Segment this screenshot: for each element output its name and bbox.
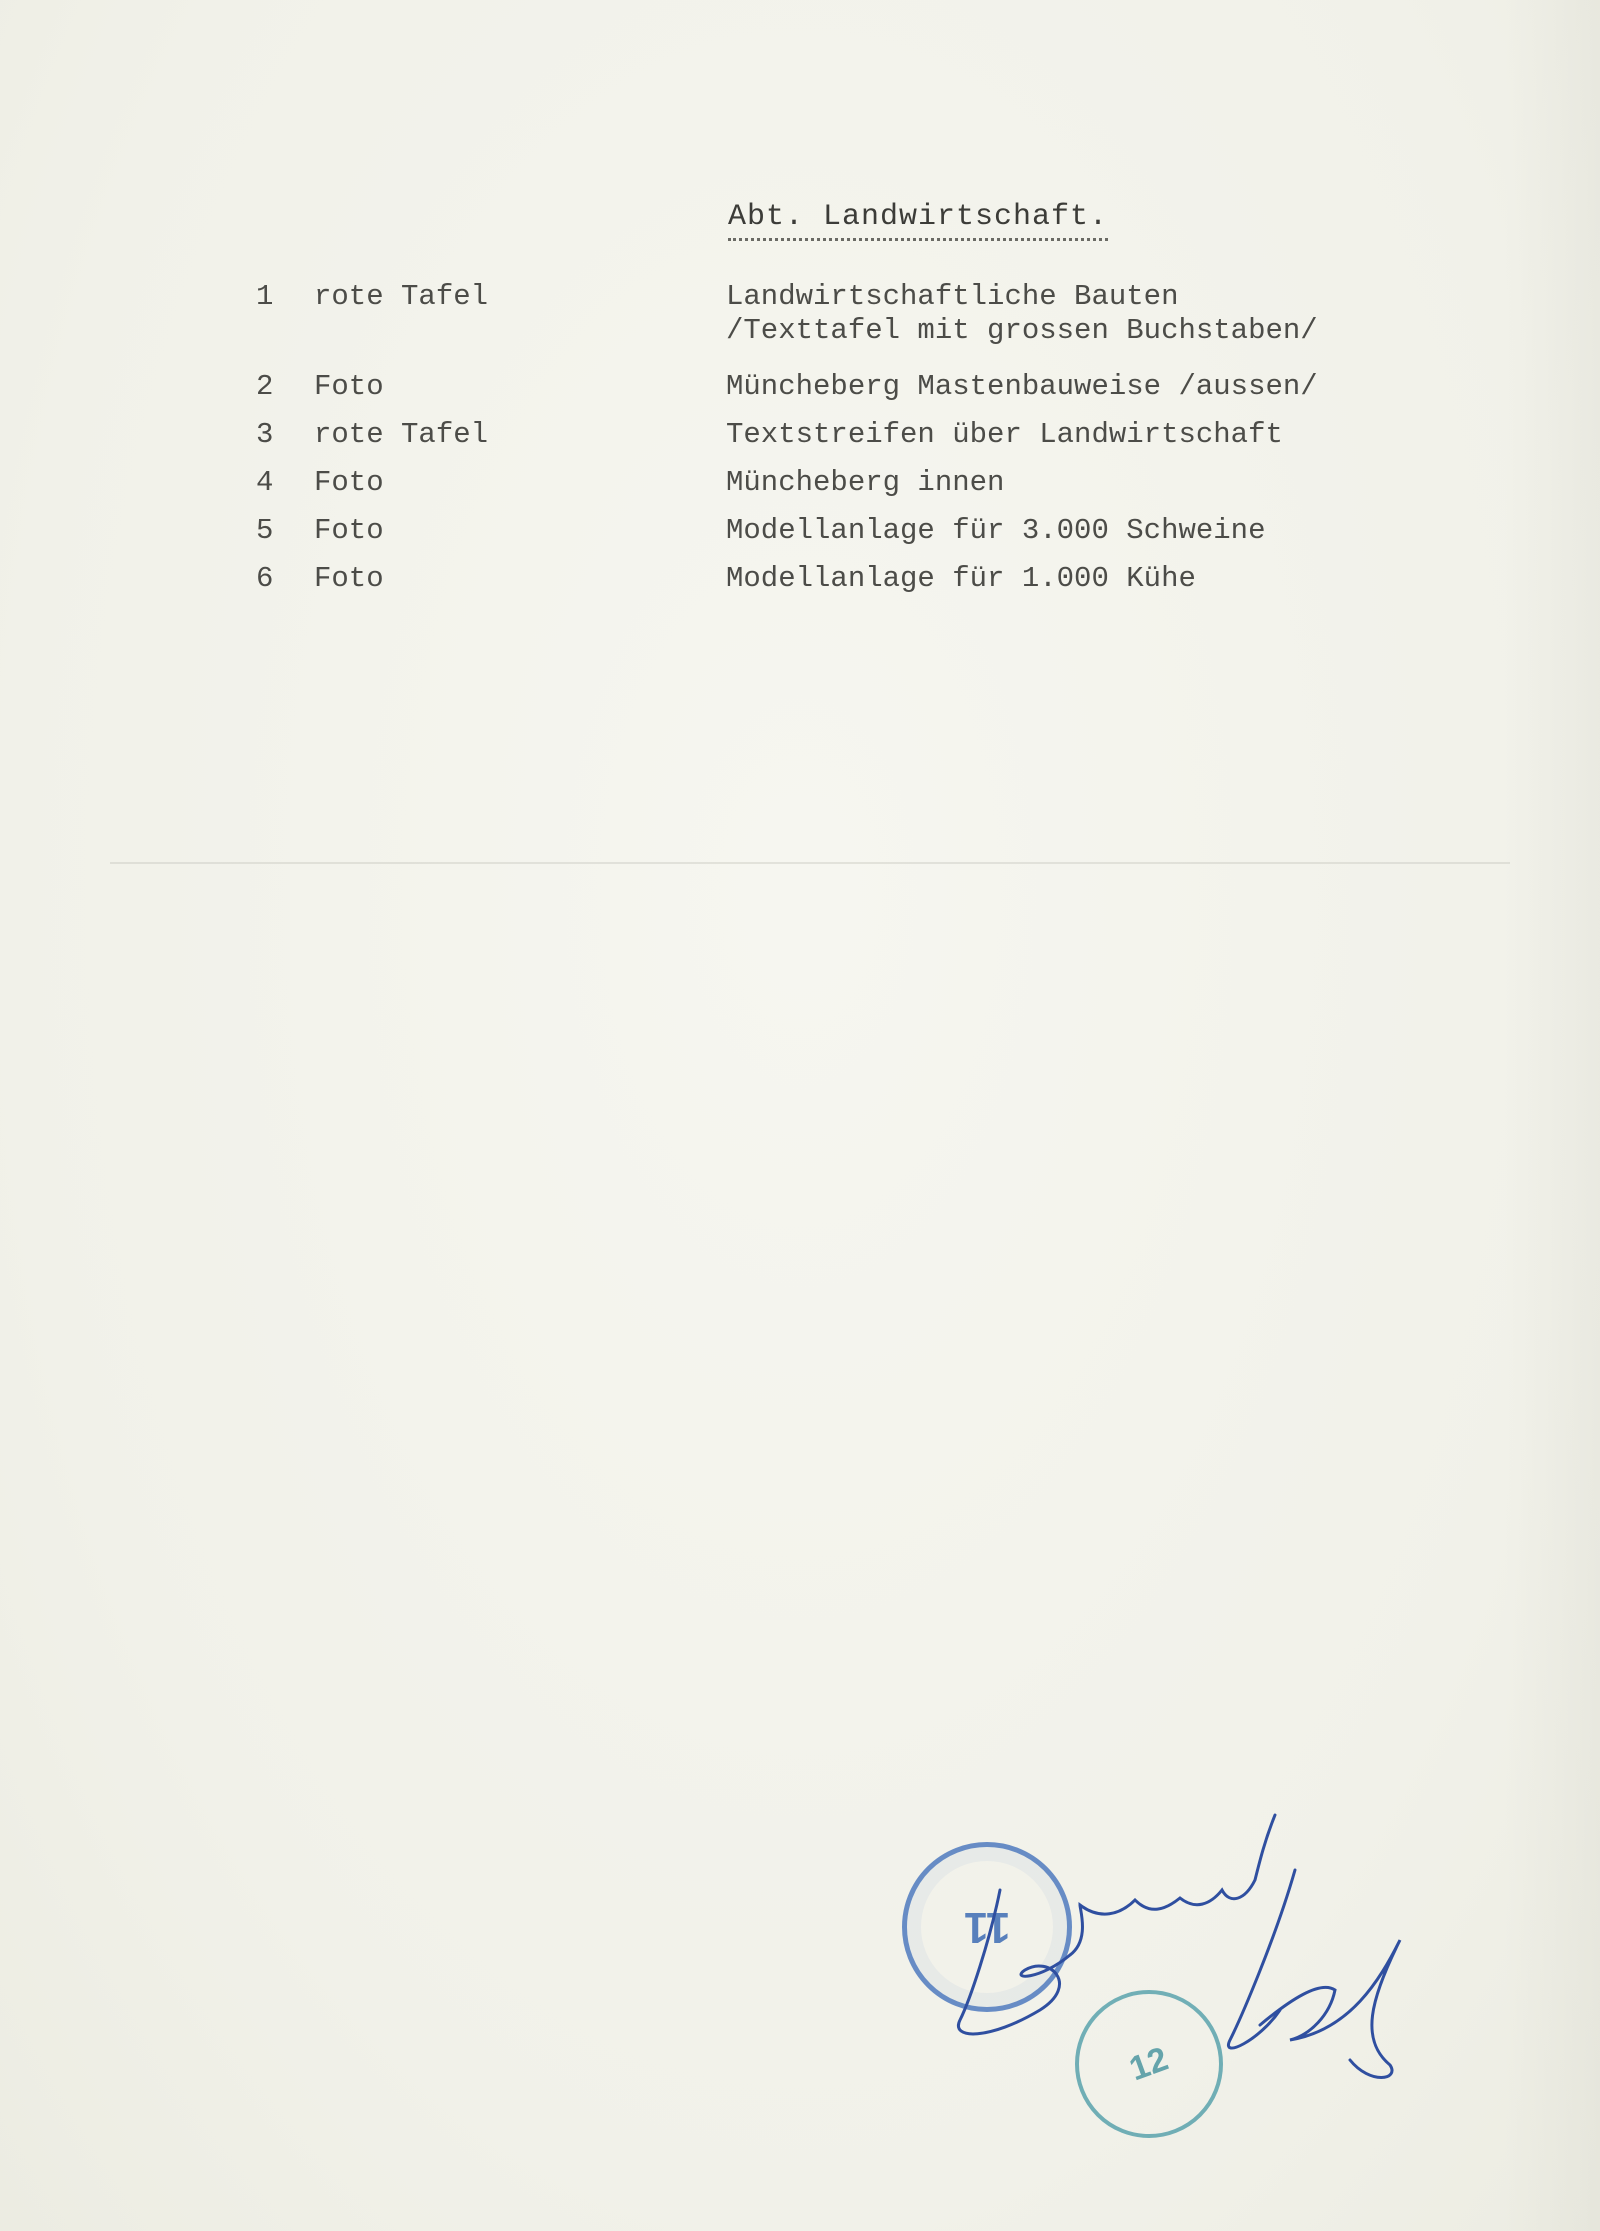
item-number: 6 — [256, 562, 274, 595]
list-item — [256, 280, 1406, 370]
item-description: Landwirtschaftliche Bauten /Texttafel mit grossen Buchstaben/ — [726, 280, 1318, 347]
item-kind: Foto — [314, 514, 384, 547]
item-description: Textstreifen über Landwirtschaft — [726, 418, 1283, 451]
item-number: 2 — [256, 370, 274, 403]
item-description: Modellanlage für 3.000 Schweine — [726, 514, 1266, 547]
item-description: Modellanlage für 1.000 Kühe — [726, 562, 1196, 595]
list-item — [256, 418, 1406, 466]
item-list — [256, 280, 1406, 610]
item-number: 4 — [256, 466, 274, 499]
item-kind: Foto — [314, 466, 384, 499]
item-number: 3 — [256, 418, 274, 451]
page-edge-shadow — [1505, 0, 1600, 2231]
document-heading: Abt. Landwirtschaft. — [728, 198, 1108, 241]
stamp-number: 11 — [963, 1903, 1011, 1952]
handwritten-signature — [930, 1740, 1410, 2120]
item-description: Müncheberg innen — [726, 466, 1005, 499]
item-number: 1 — [256, 280, 274, 313]
item-kind: Foto — [314, 562, 384, 595]
item-kind: Foto — [314, 370, 384, 403]
item-kind: rote Tafel — [314, 280, 489, 313]
item-number: 5 — [256, 514, 274, 547]
stamp-number: 12 — [1124, 2039, 1174, 2088]
list-item — [256, 370, 1406, 418]
page-fold-line — [110, 862, 1510, 864]
list-item — [256, 562, 1406, 610]
list-item — [256, 466, 1406, 514]
item-kind: rote Tafel — [314, 418, 489, 451]
list-item — [256, 514, 1406, 562]
item-description: Müncheberg Mastenbauweise /aussen/ — [726, 370, 1318, 403]
